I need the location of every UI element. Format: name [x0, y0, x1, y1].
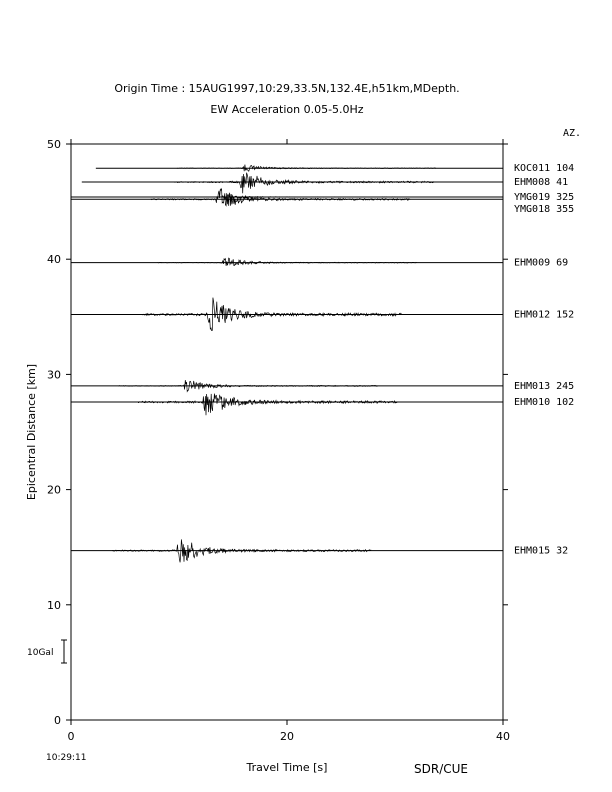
station-label: YMG019 325: [514, 191, 575, 203]
waveform-traces: [71, 165, 503, 563]
y-tick-label: 10: [47, 598, 61, 612]
station-label: EHM013 245: [514, 380, 575, 392]
x-tick-label: 20: [280, 730, 294, 743]
station-label: YMG018 355: [514, 203, 575, 215]
x-axis-label: Travel Time [s]: [246, 761, 328, 774]
y-tick-label: 50: [47, 138, 61, 151]
plot-frame: [71, 144, 503, 720]
y-tick-label: 0: [54, 714, 61, 727]
chart-subtitle: EW Acceleration 0.05-5.0Hz: [210, 103, 364, 116]
y-tick-label: 20: [47, 483, 61, 497]
y-axis-ticks: [47, 138, 508, 727]
x-tick-label: 40: [496, 730, 510, 743]
station-label: EHM010 102: [514, 397, 575, 409]
station-label: EHM009 69: [514, 257, 569, 269]
x-axis-ticks: [68, 139, 511, 743]
seismic-waveform: [177, 165, 436, 172]
seismic-waveform: [119, 380, 378, 391]
x-tick-label: 0: [67, 730, 75, 743]
station-label: EHM012 152: [514, 309, 575, 321]
seismic-waveform: [157, 258, 416, 266]
azimuth-header: AZ.: [563, 128, 582, 139]
station-label: KOC011 104: [514, 163, 575, 175]
y-tick-label: 40: [47, 253, 61, 267]
seismic-waveform: [142, 298, 401, 331]
y-axis-label: Epicentral Distance [km]: [25, 363, 38, 501]
credit-label: SDR/CUE: [414, 762, 468, 776]
record-start-time: 10:29:11: [46, 753, 87, 763]
station-label: EHM015 32: [514, 545, 569, 557]
station-label: EHM008 41: [514, 177, 569, 189]
chart-title: Origin Time : 15AUG1997,10:29,33.5N,132.4E,h51km,MDepth.: [114, 82, 460, 95]
seismic-waveform: [175, 173, 434, 194]
amplitude-scale-label: 10Gal: [27, 648, 54, 658]
y-tick-label: 30: [47, 368, 61, 382]
station-labels: [514, 163, 574, 556]
seismic-waveform: [138, 394, 397, 416]
amplitude-scale-bar: [61, 640, 67, 663]
